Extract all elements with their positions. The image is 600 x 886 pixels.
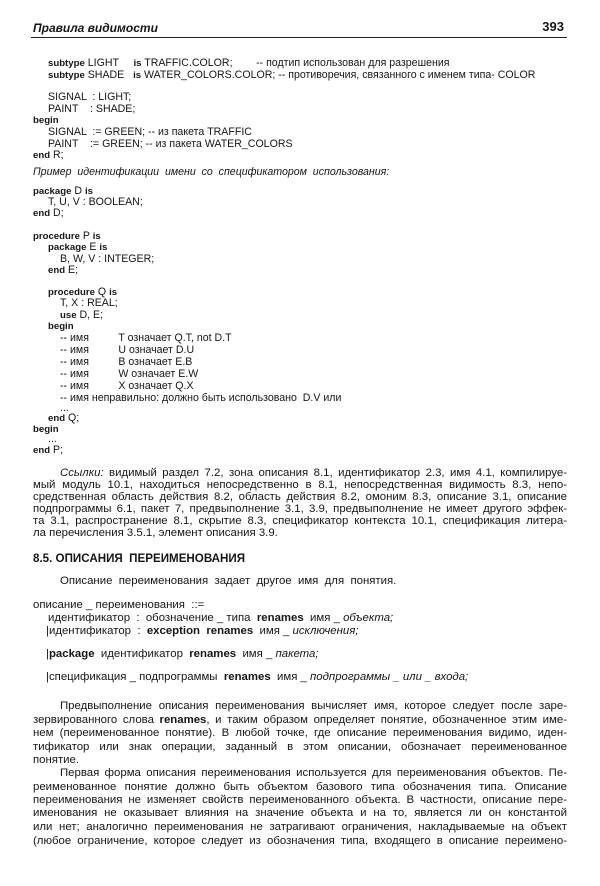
- code-line: [48, 103, 135, 115]
- keyword: end: [48, 413, 66, 424]
- code-line: [60, 332, 232, 344]
- syntax-rule-line: [33, 599, 204, 611]
- text-segment: P;: [50, 444, 64, 456]
- text-segment: |: [46, 648, 49, 660]
- text-line: [60, 700, 567, 712]
- text-line: [33, 741, 567, 753]
- code-line: [48, 91, 131, 103]
- keyword: subtype: [48, 58, 85, 69]
- text-segment: подпрограммы 6.1, пакет 7, предвыполнение 3.1, 3.9, предвыполнение не имеет другого эффек-: [33, 503, 567, 515]
- running-header-title: Правила видимости: [33, 21, 158, 35]
- text-segment: -- имя W означает E.W: [60, 368, 199, 380]
- text-segment: PAINT : SHADE;: [48, 103, 136, 115]
- code-line: [48, 264, 78, 277]
- code-line: [60, 368, 198, 380]
- keyword: is: [109, 287, 118, 298]
- text-segment: Пример идентификации имени со спецификатором использования:: [33, 166, 390, 178]
- text-segment: видимый раздел 7.2, зона описания 8.1, идентификатор 2.3, имя 4.1, компилируе-: [103, 467, 567, 479]
- keyword: begin: [48, 321, 74, 332]
- text-segment: (любое ограничение, которое следует из обозначения типа, входящего в описание переимено-: [33, 835, 567, 847]
- keyword: end: [33, 445, 51, 456]
- text-segment: реименованное понятие должно быть объектом базового типа обозначения типа. Описание: [33, 781, 567, 793]
- text-segment: средственная область действия 8.2, область действия 8.2, омоним 8.3, описание 3.1, описание: [33, 491, 567, 503]
- text-segment: тификатор или знак операции, заданный в этом описании, обозначает переименованное: [33, 741, 567, 753]
- text-segment: , и таким образом определяет понятие, обозначенное этим име-: [206, 714, 568, 726]
- keyword: begin: [33, 424, 59, 435]
- keyword: end: [48, 265, 66, 276]
- text-line: [33, 821, 567, 833]
- code-line: [48, 126, 252, 138]
- text-segment: или нет; аналогично переименования не затрагивают ограничения, накладываемые на объект: [33, 821, 567, 833]
- code-line: [60, 297, 118, 309]
- keyword: is: [99, 242, 108, 253]
- text-line: [33, 527, 278, 539]
- text-segment: пакета;: [275, 648, 319, 660]
- text-segment: B, W, V : INTEGER;: [60, 253, 155, 265]
- text-segment: renames: [223, 671, 271, 683]
- keyword: end: [33, 150, 51, 161]
- text-segment: имя _: [253, 625, 293, 637]
- text-line: [60, 467, 567, 479]
- text-line: [33, 754, 79, 766]
- text-segment: PAINT := GREEN; -- из пакета WATER_COLORS: [48, 138, 293, 150]
- code-line: [60, 380, 194, 392]
- text-segment: renames: [159, 714, 207, 726]
- text-segment: имя _: [303, 612, 344, 624]
- text-segment: D;: [50, 207, 64, 219]
- code-line: [48, 69, 535, 82]
- text-line: [33, 781, 567, 793]
- text-segment: та 3.1, распространение 8.1, скрытие 8.3, спецификатор контекста 10.1, спецификация литера-: [33, 515, 567, 527]
- code-line: [33, 166, 389, 178]
- keyword: subtype: [48, 70, 85, 81]
- section-intro: Описание переименования задает другое имя для понятия.: [60, 575, 397, 587]
- text-segment: объекта;: [343, 612, 394, 624]
- syntax-rule-line: [46, 625, 359, 637]
- keyword: procedure: [48, 287, 95, 298]
- text-segment: Q;: [65, 412, 80, 424]
- text-line: [33, 794, 567, 806]
- text-segment: package: [48, 648, 95, 660]
- syntax-rule-line: [46, 648, 319, 660]
- text-segment: ...: [60, 402, 69, 414]
- keyword: package: [48, 242, 87, 253]
- text-segment: exception renames: [146, 625, 254, 637]
- text-line: [33, 714, 567, 726]
- keyword: is: [133, 58, 142, 69]
- text-segment: |идентификатор :: [46, 625, 147, 637]
- code-line: [48, 138, 293, 150]
- text-line: [60, 767, 567, 779]
- section-heading: 8.5. ОПИСАНИЯ ПЕРЕИМЕНОВАНИЯ: [33, 552, 246, 565]
- text-segment: SHADE: [84, 69, 134, 81]
- text-segment: понятие.: [33, 754, 80, 766]
- text-segment: T, X : REAL;: [60, 297, 118, 309]
- text-segment: renames: [189, 648, 237, 660]
- code-line: [60, 392, 341, 404]
- keyword: is: [84, 186, 93, 197]
- text-segment: переименования не изменяет свойств переименованного объекта. В частности, описание пере-: [33, 794, 567, 806]
- syntax-rule-line: [48, 612, 393, 624]
- text-segment: Первая форма описания переименования используется для переименования объектов. Пе-: [60, 767, 567, 779]
- text-segment: -- имя B означает E.B: [60, 356, 193, 368]
- text-segment: зервированного слова: [33, 714, 160, 726]
- text-segment: исключения;: [292, 625, 359, 637]
- text-segment: ла перечисления 3.5.1, элемент описания 3.9.: [33, 527, 278, 539]
- text-segment: SIGNAL : LIGHT;: [48, 91, 132, 103]
- text-segment: -- имя неправильно: должно быть использовано D.V или: [60, 392, 342, 404]
- text-segment: именования не оказывает влияния на значение объекта и на то, является ли он константой: [33, 807, 567, 819]
- page-number: 393: [542, 19, 564, 34]
- text-segment: идентификатор : обозначение _ типа: [48, 612, 257, 624]
- text-segment: нем (переименованное понятие). В любой точке, где описание переименования видимо, иден-: [33, 727, 567, 739]
- text-segment: WATER_COLORS.COLOR; -- противоречия, связанного с именем типа- COLOR: [141, 69, 536, 81]
- code-line: [33, 149, 64, 162]
- text-segment: D: [71, 185, 85, 197]
- text-line: [33, 835, 567, 847]
- keyword: is: [133, 70, 142, 81]
- text-segment: -- имя U означает D.U: [60, 344, 195, 356]
- code-line: [60, 356, 192, 368]
- text-line: [33, 491, 567, 503]
- code-line: [33, 444, 63, 457]
- text-segment: D, E;: [76, 309, 104, 321]
- text-line: [33, 515, 567, 527]
- text-line: [33, 727, 567, 739]
- keyword: begin: [33, 115, 59, 126]
- text-segment: ...: [48, 433, 57, 445]
- text-segment: renames: [256, 612, 304, 624]
- text-segment: R;: [50, 149, 64, 161]
- text-segment: подпрограммы _ или _ входа;: [310, 671, 469, 683]
- text-segment: -- имя T означает Q.T, not D.T: [60, 332, 232, 344]
- text-segment: P: [79, 230, 93, 242]
- keyword: procedure: [33, 231, 80, 242]
- text-segment: Ссылки:: [60, 467, 104, 479]
- text-segment: описание _ переименования ::=: [33, 599, 205, 611]
- keyword: is: [92, 231, 101, 242]
- text-segment: TRAFFIC.COLOR; -- подтип использован для разрешения: [141, 57, 450, 69]
- text-segment: T, U, V : BOOLEAN;: [48, 196, 143, 208]
- text-segment: Предвыполнение описания переименования вычисляет имя, которое следует после заре-: [60, 700, 567, 712]
- keyword: package: [33, 186, 72, 197]
- keyword: use: [60, 310, 77, 321]
- syntax-rule-line: [46, 671, 468, 683]
- text-line: [33, 807, 567, 819]
- code-line: [60, 344, 194, 356]
- text-segment: идентификатор: [94, 648, 190, 660]
- keyword: end: [33, 208, 51, 219]
- text-segment: E;: [65, 264, 79, 276]
- text-line: [33, 503, 567, 515]
- text-segment: E: [86, 241, 100, 253]
- header-rule: [31, 37, 567, 38]
- text-segment: имя _: [236, 648, 276, 660]
- text-segment: имя _: [270, 671, 311, 683]
- code-line: [33, 207, 64, 220]
- text-segment: |спецификация _ подпрограммы: [46, 671, 224, 683]
- text-segment: Q: [94, 286, 110, 298]
- text-segment: -- имя X означает Q.X: [60, 380, 194, 392]
- text-segment: мый модуль 10.1, находиться непосредственно в 8.1, непосредственная видимость 8.3, непо-: [33, 479, 567, 491]
- text-line: [33, 479, 567, 491]
- text-segment: LIGHT: [84, 57, 134, 69]
- text-segment: SIGNAL := GREEN; -- из пакета TRAFFIC: [48, 126, 252, 138]
